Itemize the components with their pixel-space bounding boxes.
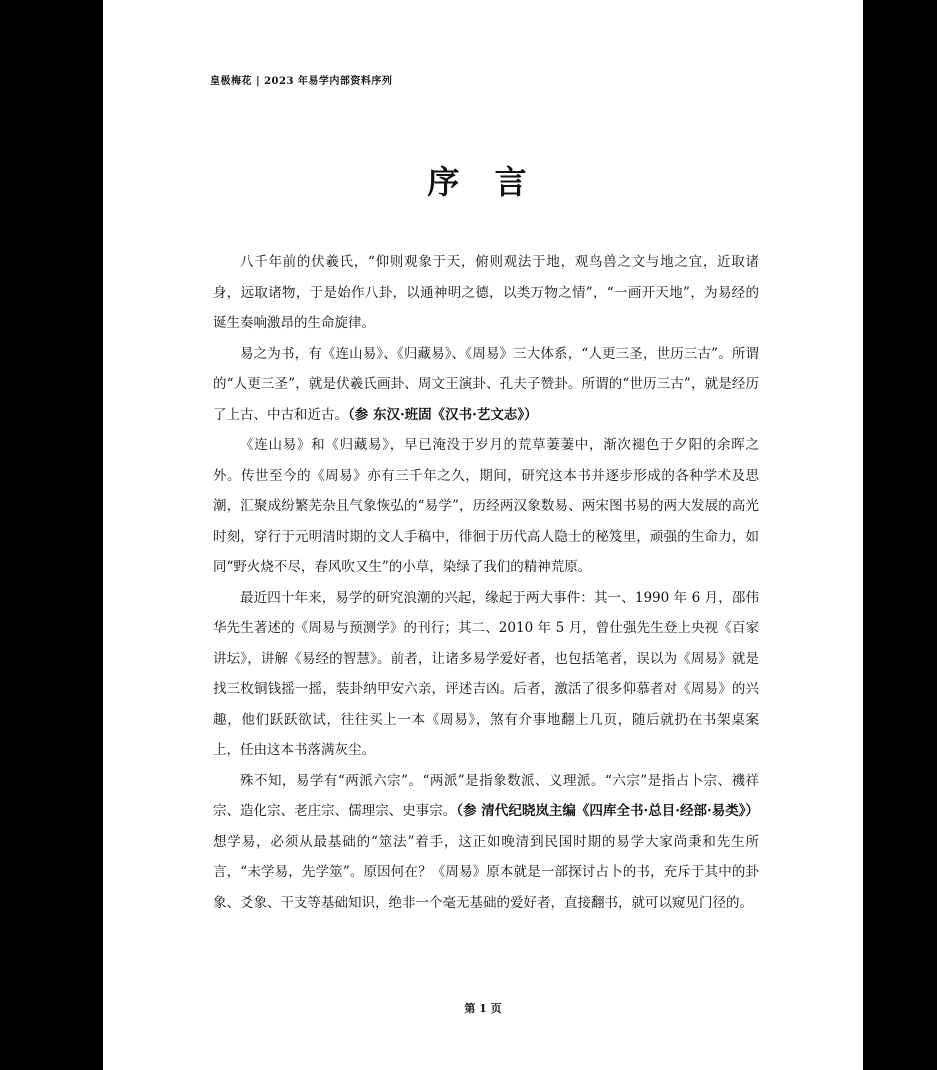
document-page xyxy=(103,0,863,1070)
paragraph-3-text: 《连山易》和《归藏易》，早已淹没于岁月的荒草萋萋中，渐次褪色于夕阳的余晖之外。传世至今的《周易》亦有三千年之久，期间，研究这本书并逐步形成的各种学术及思潮，汇聚成纷繁芜杂且气象恢弘的“易学”，历经两汉象数易、两宋图书易的两大发展的高光时刻，穿行于元明清时期的文人手稿中，徘徊于历代高人隐士的秘笈里，顽强的生命力，如同“野火烧不尽，春风吹又生”的小草，染绿了我们的精神荒原。 xyxy=(213,437,759,575)
running-header: 皇极梅花 | 2023 年易学内部资料序列 xyxy=(210,76,393,87)
paragraph-1-text: 八千年前的伏羲氏，“仰则观象于天，俯则观法于地，观鸟兽之文与地之宜，近取诸身，远取诸物，于是始作八卦，以通神明之德，以类万物之情”，“一画开天地”，为易经的诞生奏响激昂的生命旋律。 xyxy=(213,254,759,331)
page-title: 序 言 xyxy=(427,163,539,201)
paragraph-5 xyxy=(213,766,759,919)
paragraph-5-text-after: 想学易，必须从最基础的“筮法”着手，这正如晚清到民国时期的易学大家尚秉和先生所言，“未学易，先学筮”。原因何在？《周易》原本就是一部探讨占卜的书，充斥于其中的卦象、爻象、干支等基础知识，绝非一个毫无基础的爱好者，直接翻书，就可以窥见门径的。 xyxy=(213,833,759,911)
paragraph-4 xyxy=(213,583,759,766)
paragraph-1 xyxy=(213,247,759,339)
paragraph-3 xyxy=(213,430,759,583)
paragraph-2-text: 易之为书，有《连山易》、《归藏易》、《周易》三大体系，“人更三圣，世历三古”。所谓的“人更三圣”，就是伏羲氏画卦、周文王演卦、孔夫子赞卦。所谓的“世历三古”，就是经历了上古、中古和近古。 xyxy=(213,345,759,423)
body-text xyxy=(213,247,759,918)
paragraph-2-citation: （参 东汉·班固《汉书·艺文志》） xyxy=(348,406,538,423)
paragraph-4-text: 最近四十年来，易学的研究浪潮的兴起，缘起于两大事件：其一、1990 年 6 月，邵伟华先生著述的《周易与预测学》的刊行；其二、2010 年 5 月，曾仕强先生登上央视《百家讲坛》，讲解《易经的智慧》。前者，让诸多易学爱好者，也包括笔者，误以为《周易》就是找三枚铜钱摇一摇，装卦纳甲安六亲，评述吉凶。后者，激活了很多仰慕者对《周易》的兴趣，他们跃跃欲试，往往买上一本《周易》，煞有介事地翻上几页，随后就扔在书架桌案上，任由这本书落满灰尘。 xyxy=(213,589,759,758)
paragraph-2 xyxy=(213,339,759,431)
page-number: 第 1 页 xyxy=(464,1002,502,1015)
paragraph-5-text: 殊不知，易学有“两派六宗”。“两派”是指象数派、义理派。“六宗”是指占卜宗、禨祥宗、造化宗、老庄宗、儒理宗、史事宗。 xyxy=(213,772,759,819)
paragraph-5-citation: （参 清代纪晓岚主编《四库全书·总目·经部·易类》） xyxy=(456,803,759,819)
